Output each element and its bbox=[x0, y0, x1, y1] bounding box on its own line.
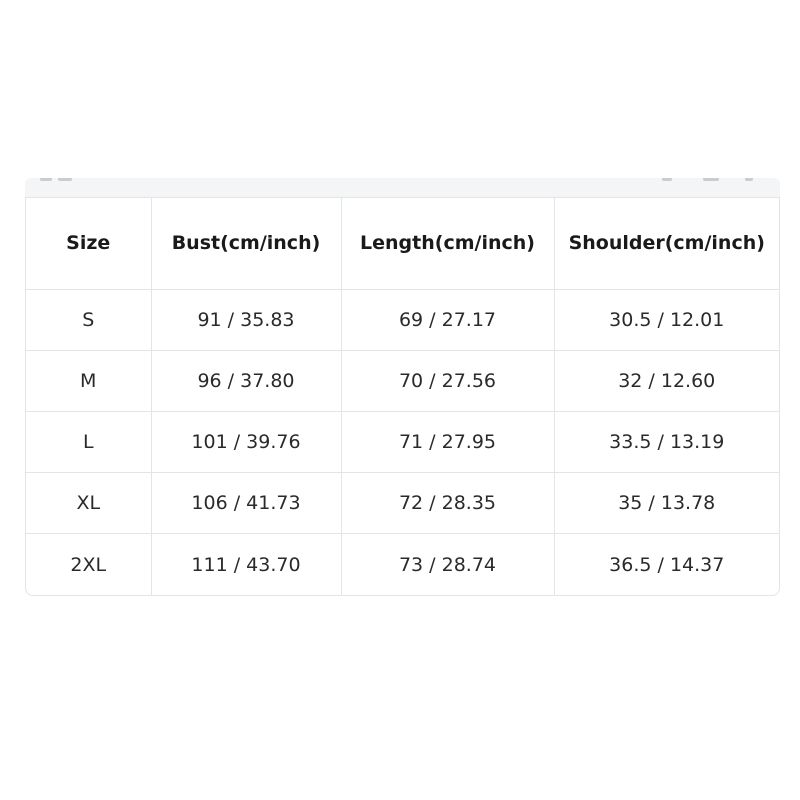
cell-bust: 111 / 43.70 bbox=[151, 534, 341, 595]
cell-size: XL bbox=[26, 473, 151, 534]
copy-icon[interactable] bbox=[662, 178, 672, 181]
table-row bbox=[26, 411, 779, 472]
cell-bust: 96 / 37.80 bbox=[151, 350, 341, 411]
header-bust: Bust(cm/inch) bbox=[151, 198, 341, 289]
table-row bbox=[26, 534, 779, 595]
header-shoulder: Shoulder(cm/inch) bbox=[554, 198, 779, 289]
cell-length: 69 / 27.17 bbox=[341, 289, 554, 350]
table-row bbox=[26, 473, 779, 534]
cell-bust: 101 / 39.76 bbox=[151, 411, 341, 472]
header-length: Length(cm/inch) bbox=[341, 198, 554, 289]
cell-length: 73 / 28.74 bbox=[341, 534, 554, 595]
cell-shoulder: 35 / 13.78 bbox=[554, 473, 779, 534]
toolbar-mark bbox=[40, 178, 52, 181]
table-row bbox=[26, 350, 779, 411]
cell-size: S bbox=[26, 289, 151, 350]
cell-length: 70 / 27.56 bbox=[341, 350, 554, 411]
cell-length: 72 / 28.35 bbox=[341, 473, 554, 534]
expand-icon[interactable] bbox=[703, 178, 719, 181]
cell-shoulder: 30.5 / 12.01 bbox=[554, 289, 779, 350]
table-row bbox=[26, 289, 779, 350]
cell-length: 71 / 27.95 bbox=[341, 411, 554, 472]
cell-shoulder: 32 / 12.60 bbox=[554, 350, 779, 411]
cell-shoulder: 36.5 / 14.37 bbox=[609, 553, 725, 576]
header-size: Size bbox=[26, 198, 151, 289]
table-toolbar-strip bbox=[25, 178, 780, 198]
size-table bbox=[26, 198, 779, 595]
table-header-row bbox=[26, 198, 779, 289]
cell-size: L bbox=[26, 411, 151, 472]
cell-bust: 91 / 35.83 bbox=[151, 289, 341, 350]
toolbar-mark bbox=[58, 178, 72, 181]
cell-size: 2XL bbox=[26, 534, 151, 595]
cell-shoulder: 33.5 / 13.19 bbox=[554, 411, 779, 472]
cell-size: M bbox=[26, 350, 151, 411]
size-chart-table bbox=[25, 197, 780, 596]
cell-bust: 106 / 41.73 bbox=[151, 473, 341, 534]
more-icon[interactable] bbox=[745, 178, 753, 181]
